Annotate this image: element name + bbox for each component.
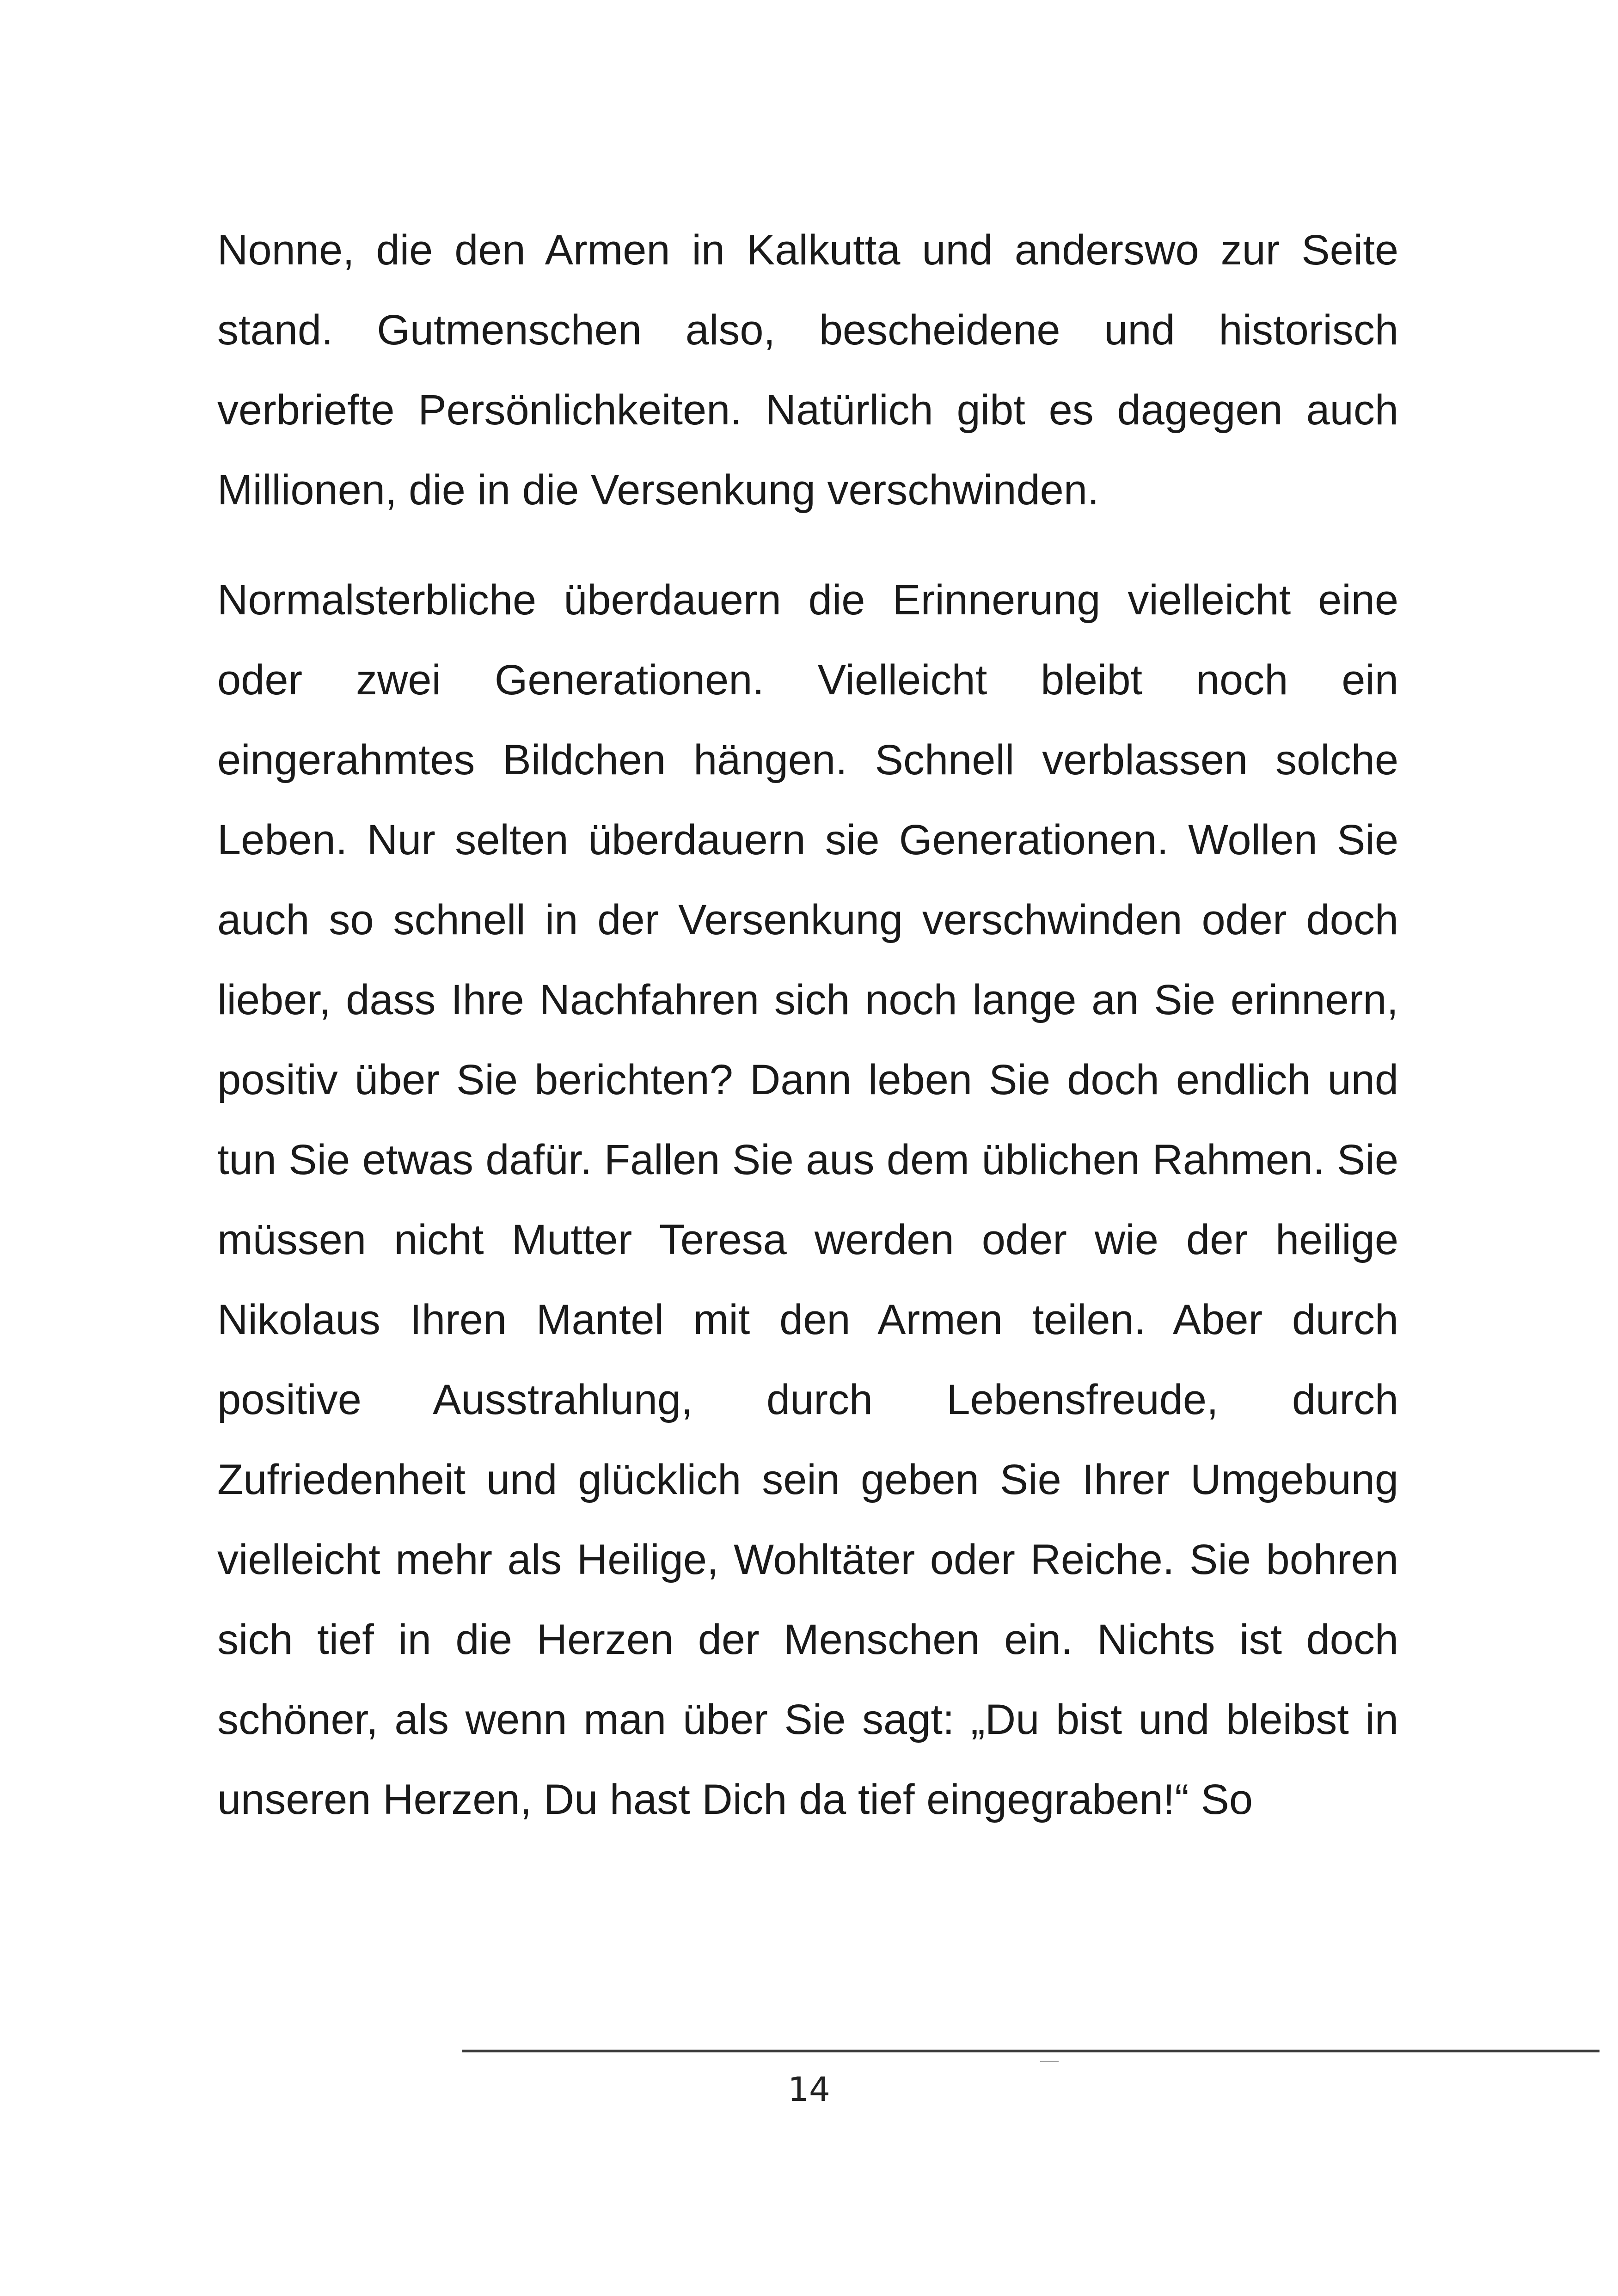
page-number: 14 — [788, 2070, 830, 2109]
footer-tick-mark — [1040, 2061, 1059, 2062]
footer-divider — [462, 2050, 1600, 2052]
paragraph-2: Normalsterbliche überdauern die Erinnerung vielleicht eine oder zwei Generationen. Vielleicht bleibt noch ein eingerahmtes Bildchen hängen. Schnell verblassen solche Leben. Nur selten überdauern sie Generationen. Wollen Sie auch so schnell in der Versenkung verschwinden oder doch lieber, dass Ihre Nachfahren sich noch lange an Sie erinnern, positiv über Sie berichten? Dann leben Sie doch endlich und tun Sie etwas dafür. Fallen Sie aus dem üblichen Rahmen. Sie müssen nicht Mutter Teresa werden oder wie der heilige Nikolaus Ihren Mantel mit den Armen teilen. Aber durch positive Ausstrahlung, durch Lebensfreude, durch Zufriedenheit und glücklich sein geben Sie Ihrer Umgebung vielleicht mehr als Heilige, Wohltäter oder Reiche. Sie bohren sich tief in die Herzen der Menschen ein. Nichts ist doch schöner, als wenn man über Sie sagt: „Du bist und bleibst in unseren Herzen, Du hast Dich da tief eingegraben!“ So — [217, 576, 1398, 1823]
paragraph-1: Nonne, die den Armen in Kalkutta und anderswo zur Seite stand. Gutmenschen also, bescheidene und historisch verbriefte Persönlichkeiten. Natürlich gibt es dagegen auch Millionen, die in die Versenkung verschwinden. — [217, 227, 1398, 514]
body-text — [217, 210, 1398, 1840]
